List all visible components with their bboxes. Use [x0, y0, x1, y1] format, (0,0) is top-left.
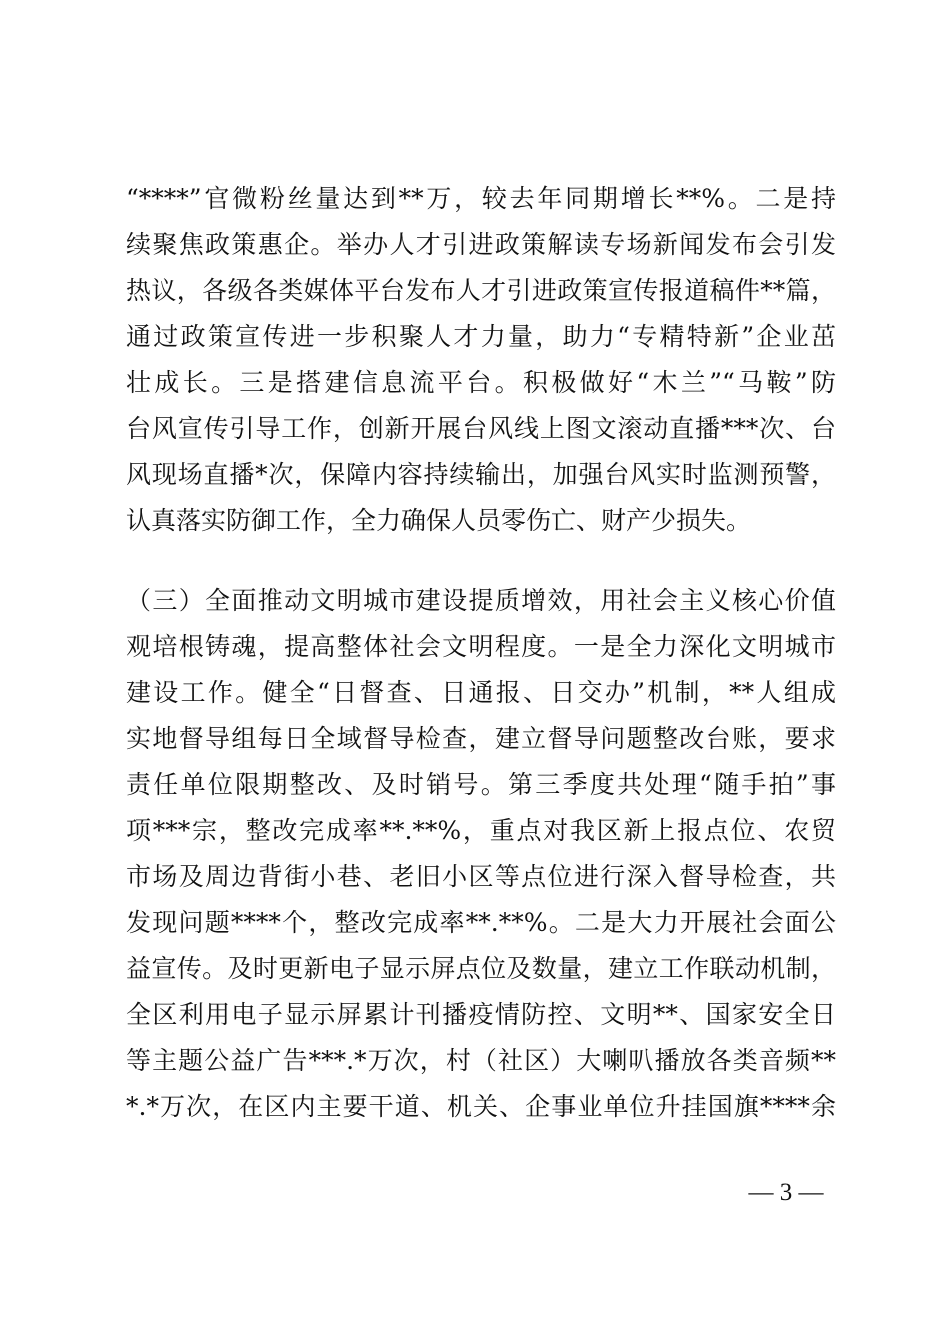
paragraph-line: 台风宣传引导工作，创新开展台风线上图文滚动直播***次、台: [126, 414, 836, 443]
paragraph-line: 益宣传。及时更新电子显示屏点位及数量，建立工作联动机制，: [126, 954, 836, 983]
paragraph-line: （三）全面推动文明城市建设提质增效，用社会主义核心价值: [126, 586, 836, 615]
paragraph-civilized-city: [126, 578, 836, 1130]
paragraph-line: 全区利用电子显示屏累计刊播疫情防控、文明**、国家安全日: [126, 1000, 836, 1029]
paragraph-line: 建设工作。健全“日督查、日通报、日交办”机制，**人组成: [126, 678, 836, 707]
paragraph-line: *.*万次，在区内主要干道、机关、企事业单位升挂国旗****余: [126, 1092, 836, 1121]
paragraph-line: 责任单位限期整改、及时销号。第三季度共处理“随手拍”事: [126, 770, 836, 799]
paragraph-line: 观培根铸魂，提高整体社会文明程度。一是全力深化文明城市: [126, 632, 836, 661]
paragraph-line: 热议，各级各类媒体平台发布人才引进政策宣传报道稿件**篇，: [126, 276, 836, 305]
paragraph-line: 壮成长。三是搭建信息流平台。积极做好“木兰”“马鞍”防: [126, 368, 836, 397]
paragraph-line: 风现场直播*次，保障内容持续输出，加强台风实时监测预警，: [126, 460, 836, 489]
paragraph-line: 项***宗，整改完成率**.**%，重点对我区新上报点位、农贸: [126, 816, 836, 845]
paragraph-media-promotion: [126, 176, 836, 544]
page-number: — 3 —: [748, 1179, 824, 1206]
paragraph-line: 实地督导组每日全域督导检查，建立督导问题整改台账，要求: [126, 724, 836, 753]
paragraph-line: 发现问题****个，整改完成率**.**%。二是大力开展社会面公: [126, 908, 836, 937]
paragraph-line: “****”官微粉丝量达到**万，较去年同期增长**%。二是持: [126, 184, 836, 213]
paragraph-line: 等主题公益广告***.*万次，村（社区）大喇叭播放各类音频**: [126, 1046, 836, 1075]
paragraph-line: 市场及周边背街小巷、老旧小区等点位进行深入督导检查，共: [126, 862, 836, 891]
paragraph-line: 认真落实防御工作，全力确保人员零伤亡、财产少损失。: [126, 506, 752, 535]
paragraph-line: 通过政策宣传进一步积聚人才力量，助力“专精特新”企业茁: [126, 322, 836, 351]
paragraph-line: 续聚焦政策惠企。举办人才引进政策解读专场新闻发布会引发: [126, 230, 836, 259]
